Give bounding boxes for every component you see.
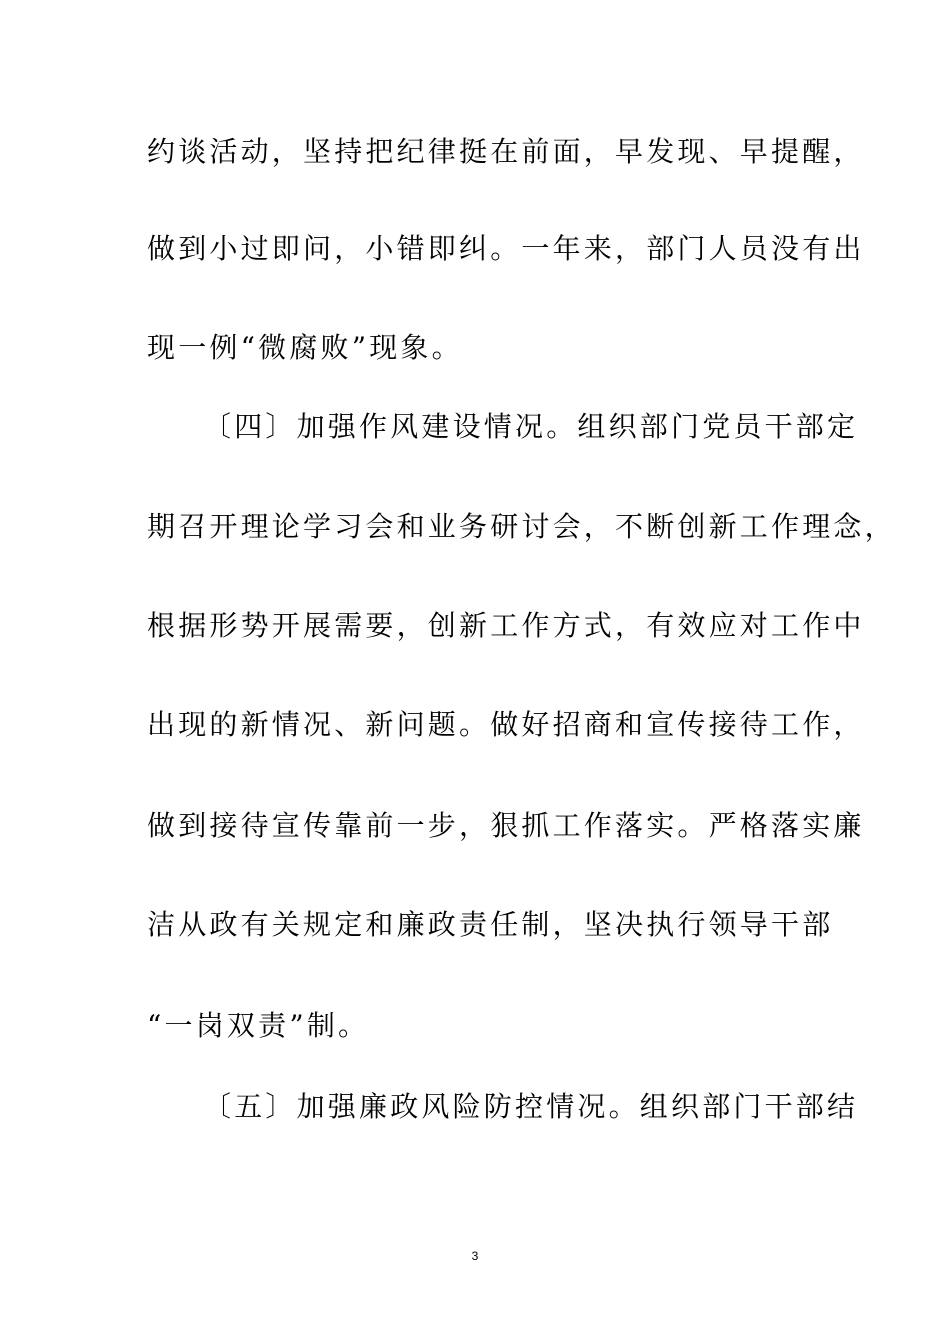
body-text-line: 出现的新情况、新问题。做好招商和宣传接待工作，: [147, 708, 865, 741]
section-heading-line: 〔四〕加强作风建设情况。组织部门党员干部定: [203, 410, 859, 443]
body-text-line: 做到接待宣传靠前一步，狠抓工作落实。严格落实廉: [147, 809, 865, 842]
body-text-line: “一岗双责”制。: [147, 1009, 370, 1042]
body-text-line: 期召开理论学习会和业务研讨会，不断创新工作理念，: [147, 510, 896, 543]
body-text-line: 做到小过即问，小错即纠。一年来，部门人员没有出: [147, 232, 865, 265]
section-heading-line: 〔五〕加强廉政风险防控情况。组织部门干部结: [203, 1090, 859, 1123]
body-text-line: 现一例“微腐败”现象。: [147, 331, 463, 364]
body-text-line: 根据形势开展需要，创新工作方式，有效应对工作中: [147, 609, 865, 642]
page-number: 3: [471, 1249, 479, 1263]
body-text-line: 约谈活动，坚持把纪律挺在前面，早发现、早提醒，: [147, 135, 865, 168]
body-text-line: 洁从政有关规定和廉政责任制，坚决执行领导干部: [147, 908, 834, 941]
